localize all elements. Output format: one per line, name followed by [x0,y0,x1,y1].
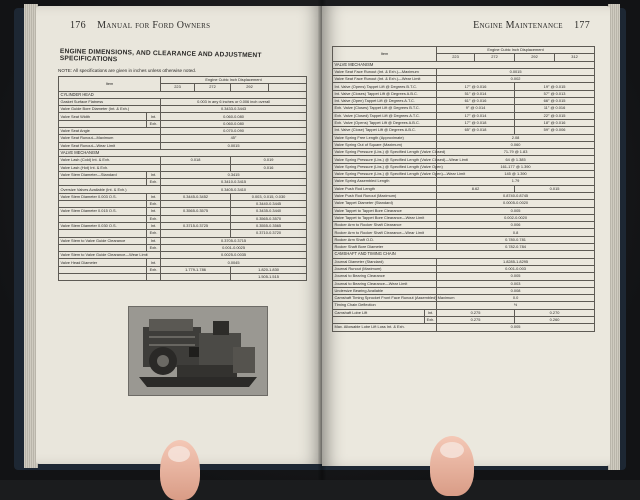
table-row [59,237,307,244]
row-label: Valve Spring Pressure (Lbs.) @ Specified Length (Valve Open) [334,163,443,169]
row-value: 64 @ 1.385 [437,156,595,163]
row-sublabel: Exh. [147,266,161,273]
table-row [333,119,595,126]
row-label: Exh. Valve (Closes) Tappet Lift @ Degrees B.T.C. [333,105,437,112]
table-row [333,98,595,105]
row-value: 0.8 [437,229,595,236]
row-value: 0.270 [515,309,595,316]
row-value: 0.0025-0.0035 [161,252,307,259]
row-value: 0.3710-0.3720 [231,230,307,237]
row-label: Rocker Shaft Bore Diameter [333,244,437,251]
table-row [333,265,595,272]
row-sublabel [147,274,161,281]
row-label: Rocker Arm to Rocker Shaft Clearance [333,222,437,229]
row-value: 0.3433-0.3443 [161,106,307,113]
right-thumb [430,436,474,496]
row-value: 0.060-0.080 [161,120,307,127]
row-sublabel: Int. [147,222,161,229]
header-disp: 223 [437,54,475,61]
table-row [59,274,307,281]
table-row [333,214,595,221]
row-label: Camshaft Timing Sprocket Front Face Runout (Assembled) Maximum [334,295,455,301]
header-disp: 292 [231,84,269,91]
table-row [333,163,595,170]
row-value: 1.779-1.786 [161,266,231,273]
row-value: 0.8740-0.8745 [437,192,595,199]
header-displacement: Engine Cubic Inch Displacement [161,77,307,84]
left-thumbnail [168,446,190,462]
row-label: Valve Stem Diameter 0.015 O.S. [59,208,147,215]
right-running-title: Engine Maintenance [473,20,563,31]
row-label: Valve Tappet to Tappet Bore Clearance—Wear Limit [333,214,437,221]
row-value: 71-79 @ 1.83 [437,149,595,156]
table-row [333,280,595,287]
section-label: VALVE MECHANISM [333,61,595,68]
header-disp: 272 [195,84,231,91]
row-value: 1.8285-1.8295 [437,258,595,265]
row-label: Journal Diameter (Standard) [333,258,437,265]
row-label: Timing Chain Deflection [333,302,437,309]
row-label: Int. Valve (Open) Tappet Lift @ Degrees A.T.C. [333,98,437,105]
table-row [59,157,307,164]
table-row [333,324,595,331]
table-row [333,287,595,294]
row-label: Journal Runout (Maximum) [333,265,437,272]
left-running-head [70,20,210,31]
table-row [333,222,595,229]
right-spec-table [332,46,594,332]
row-label [59,230,147,237]
row-sublabel: Exh. [425,316,437,323]
row-value: 2.08 [437,134,595,141]
row-value [161,201,231,208]
row-value: 161-177 @ 1.390 [437,163,595,170]
row-label: Undersize Bearing Available [333,287,437,294]
header-disp [269,84,307,91]
row-value: 45° [161,135,307,142]
section-row [59,91,307,98]
row-value [161,274,231,281]
table-row [59,215,307,222]
row-label: Camshaft Lobe Lift [333,309,425,316]
row-label: Valve Seat Runout—Maximum [59,135,161,142]
table-row [59,142,307,149]
row-value: 0.275 [437,316,515,323]
row-label: Valve Lash (Cold) Int. & Exh. [59,157,161,164]
row-value: 0.005 [437,207,595,214]
row-sublabel: Int. [147,113,161,120]
row-value: 19° @ 0.015 [515,83,595,90]
engine-photo-image [129,307,267,395]
row-value: 22° @ 0.015 [515,112,595,119]
table-row [59,201,307,208]
header-item: Item [333,47,437,62]
row-value: 57° @ 0.013 [515,90,595,97]
section-row [333,61,595,68]
row-sublabel: Int. [147,208,161,215]
row-label [59,120,147,127]
row-value: 1.820-1.830 [231,266,307,273]
table-row [59,171,307,178]
row-label: Valve Head Diameter [59,259,147,266]
row-value: 0.3440-0.3445 [231,201,307,208]
row-label: Int. Valve (Close) Tappet Lift @ Degrees A.B.C. [333,127,437,134]
row-value: 1.505-1.515 [231,274,307,281]
row-value: 0.0 [437,295,595,302]
table-row [333,156,595,163]
row-value: 0.3565-0.3575 [161,208,231,215]
spec-table-title: ENGINE DIMENSIONS, AND CLEARANCE AND ADJUSTMENT SPECIFICATIONS [59,48,262,64]
row-label: Valve Spring Out of Square (Maximum) [333,141,437,148]
row-value: 0.002 [437,76,595,83]
row-label [59,266,147,273]
row-label: Rocker Arm Shaft O.D. [333,236,437,243]
row-sublabel: Int. [147,259,161,266]
table-row [59,113,307,120]
row-value: 0.002-0.0020 [437,214,595,221]
row-value: 0.070-0.090 [161,128,307,135]
right-running-head [473,20,590,31]
row-value: 0.016 [231,164,307,171]
row-value: 0.3565-0.3570 [231,215,307,222]
row-label: Valve Tappet Diameter (Standard) [333,200,437,207]
row-value: 0.0015 [161,142,307,149]
header-disp: 292 [515,54,555,61]
right-page-number: 177 [574,20,590,31]
row-label: Valve Seat Runout—Wear Limit [59,142,161,149]
table-row [333,309,595,316]
section-label: VALVE MECHANISM [59,149,307,156]
section-label: CYLINDER HEAD [59,91,307,98]
table-header-row [333,47,595,54]
row-label: Valve Seat Width [59,113,147,120]
row-value: 11° @ 0.016 [515,105,595,112]
left-spec-table [58,76,306,281]
row-sublabel: Exh. [147,230,161,237]
row-label: Valve Stem Diameter—Standard [59,171,147,178]
left-running-title: Manual for Ford Owners [97,20,211,31]
row-label: Exh. Valve (Closed) Tappet Lift @ Degrees A.T.C. [333,112,437,119]
table-row [333,200,595,207]
row-value [161,230,231,237]
row-value: 8.62 [437,185,515,192]
row-label: Valve Seat Face Runout (Int. & Exh.)—Maximum [333,68,437,75]
row-label: Valve Push Rod Runout (Maximum) [333,192,437,199]
row-label [59,244,147,251]
left-page-number: 176 [70,20,86,31]
row-value: 0.018 [161,157,231,164]
row-value: 0.3705-0.3715 [161,237,307,244]
row-label: Int. Valve (Opens) Tappet Lift @ Degrees B.T.C. [333,83,437,90]
table-row [333,207,595,214]
row-label: Exh. Valve (Opens) Tappet Lift @ Degrees A.B.C. [333,119,437,126]
row-value: 17° @ 0.016 [437,83,515,90]
table-row [59,266,307,273]
row-value: 0.3435-0.3440 [231,208,307,215]
row-label: Gasket Surface Flatness [59,98,161,105]
row-label [59,215,147,222]
row-label: Valve Spring Free Length (Approximate) [333,134,437,141]
row-label [59,179,147,186]
row-value: 9° @ 0.014 [437,105,515,112]
table-row [59,259,307,266]
engine-photo [128,306,268,396]
row-label: Valve Spring Pressure (Lbs.) @ Specified Length (Valve Open)—Wear Limit [334,171,466,177]
row-label: Journal to Bearing Clearance—Wear Limit [333,280,437,287]
row-value: 0.275 [437,309,515,316]
row-label: Valve Spring Assembled Length [333,178,437,185]
table-row [59,252,307,259]
row-value: 61° @ 0.016 [437,98,515,105]
row-sublabel: Int. [147,193,161,200]
row-value: 65° @ 0.018 [437,127,515,134]
row-value [161,164,231,171]
table-row [333,127,595,134]
header-disp: 272 [475,54,515,61]
table-row [59,230,307,237]
row-value: 0.260 [515,316,595,323]
row-value: 0.001-0.0025 [161,244,307,251]
table-row [333,244,595,251]
table-row [333,171,595,178]
row-label: Int. Valve (Closes) Tappet Lift @ Degrees A.B.C. [333,90,437,97]
row-sublabel: Int. [425,309,437,316]
row-label: Valve Guide Bore Diameter (Int. & Exh.) [59,106,161,113]
spec-note: NOTE: All specifications are given in inches unless otherwise noted. [58,68,197,73]
table-row [59,244,307,251]
table-row [333,178,595,185]
row-label: Valve Stem Diameter 0.003 O.S. [59,193,147,200]
header-disp: 312 [555,54,595,61]
table-row [333,192,595,199]
table-row [333,149,595,156]
table-row [59,222,307,229]
row-label: Valve Lash (Hot) Int. & Exh. [59,164,161,171]
row-value: 0.060-0.080 [161,113,307,120]
header-displacement: Engine Cubic Inch Displacement [437,47,595,54]
table-row [333,134,595,141]
row-value: 66° @ 0.015 [515,98,595,105]
row-value: 0.3405-0.3410 [161,186,307,193]
table-row [333,105,595,112]
table-row [59,208,307,215]
row-value: 0.015 [515,185,595,192]
row-value: 1.79 [437,178,595,185]
table-row [333,76,595,83]
row-sublabel: Exh. [147,120,161,127]
row-value: 0.3555-0.3565 [231,222,307,229]
row-label [333,316,425,323]
row-value: 51° @ 0.014 [437,90,515,97]
table-row [333,229,595,236]
row-value: 59° @ 0.006 [515,127,595,134]
row-label: Valve Stem to Valve Guide Clearance [59,237,147,244]
section-row [59,149,307,156]
row-label: Max. Allowable Lobe Lift Loss Int. & Exh. [333,324,437,331]
table-row [59,179,307,186]
row-label: Valve Seat Angle [59,128,161,135]
row-label: Valve Spring Pressure (Lbs.) @ Specified Length (Valve Closed) [334,149,446,155]
row-value: 0.006 [437,222,595,229]
row-value: 17° @ 0.014 [437,112,515,119]
row-value: 0.001-0.003 [437,265,595,272]
row-value: 0.0015 [437,68,595,75]
row-value: 0.003 [437,280,595,287]
table-row [59,164,307,171]
row-value: 0.003, 0.015, 0.030 [231,193,307,200]
row-value: 145 @ 1.390 [437,171,595,178]
row-label: Valve Seat Face Runout (Int. & Exh.)—Wear Limit [333,76,437,83]
table-header-row [59,77,307,84]
section-label: CAMSHAFT AND TIMING CHAIN [333,251,595,258]
row-label: Journal to Bearing Clearance [333,273,437,280]
table-row [59,135,307,142]
table-row [59,120,307,127]
row-value: 0.019 [231,157,307,164]
row-value: 17° @ 0.018 [437,119,515,126]
row-label: Valve Stem to Valve Guide Clearance—Wear Limit [59,252,161,259]
row-value: 0.782-0.784 [437,244,595,251]
table-row [59,98,307,105]
row-value: 0.005 [437,273,595,280]
row-value: 0.008 [437,287,595,294]
right-page [322,6,610,466]
row-sublabel: Int. [147,237,161,244]
row-label [59,274,147,281]
table-row [333,185,595,192]
table-row [333,258,595,265]
table-row [333,273,595,280]
row-sublabel: Exh. [147,179,161,186]
table-row [333,90,595,97]
row-sublabel: Exh. [147,201,161,208]
row-value [161,215,231,222]
table-row [59,193,307,200]
row-label [59,201,147,208]
row-value: 0.3445-0.3452 [161,193,231,200]
table-row [333,141,595,148]
left-thumb [160,440,200,500]
row-label: Valve Stem Diameter 0.030 O.S. [59,222,147,229]
table-row [59,186,307,193]
table-row [333,295,595,302]
right-thumbnail [440,442,464,458]
row-sublabel: Exh. [147,215,161,222]
table-row [333,302,595,309]
row-value: 0.0045 [161,259,307,266]
section-row [333,251,595,258]
row-label: Valve Spring Pressure (Lbs.) @ Specified Length (Valve Closed)—Wear Limit [334,156,468,162]
row-label: Valve Push Rod Length [333,185,437,192]
row-value: 0.0005-0.0020 [437,200,595,207]
table-row [333,68,595,75]
table-row [333,83,595,90]
row-value: 0.060 [437,141,595,148]
row-label: Valve Tappet to Tappet Bore Clearance [333,207,437,214]
table-row [59,106,307,113]
header-item: Item [59,77,161,92]
row-value: 0.005 [437,324,595,331]
table-row [333,316,595,323]
row-label: Rocker Arm to Rocker Shaft Clearance—Wear Limit [333,229,437,236]
row-sublabel: Int. [147,171,161,178]
row-value: 0.003 in any 6 inches or 0.006 inch overall [161,98,307,105]
row-value: 0.3410-0.3415 [161,179,307,186]
table-row [333,236,595,243]
row-label: Oversize Valves Available (Int. & Exh.) [59,186,161,193]
row-value: 0.3415 [161,171,307,178]
table-row [59,128,307,135]
table-row [333,112,595,119]
row-sublabel: Exh. [147,244,161,251]
row-value: 0.780-0.781 [437,236,595,243]
left-page [36,6,322,464]
row-value: 18° @ 0.016 [515,119,595,126]
row-value: ½ [437,302,595,309]
row-value: 0.3715-0.3725 [161,222,231,229]
header-disp: 223 [161,84,195,91]
